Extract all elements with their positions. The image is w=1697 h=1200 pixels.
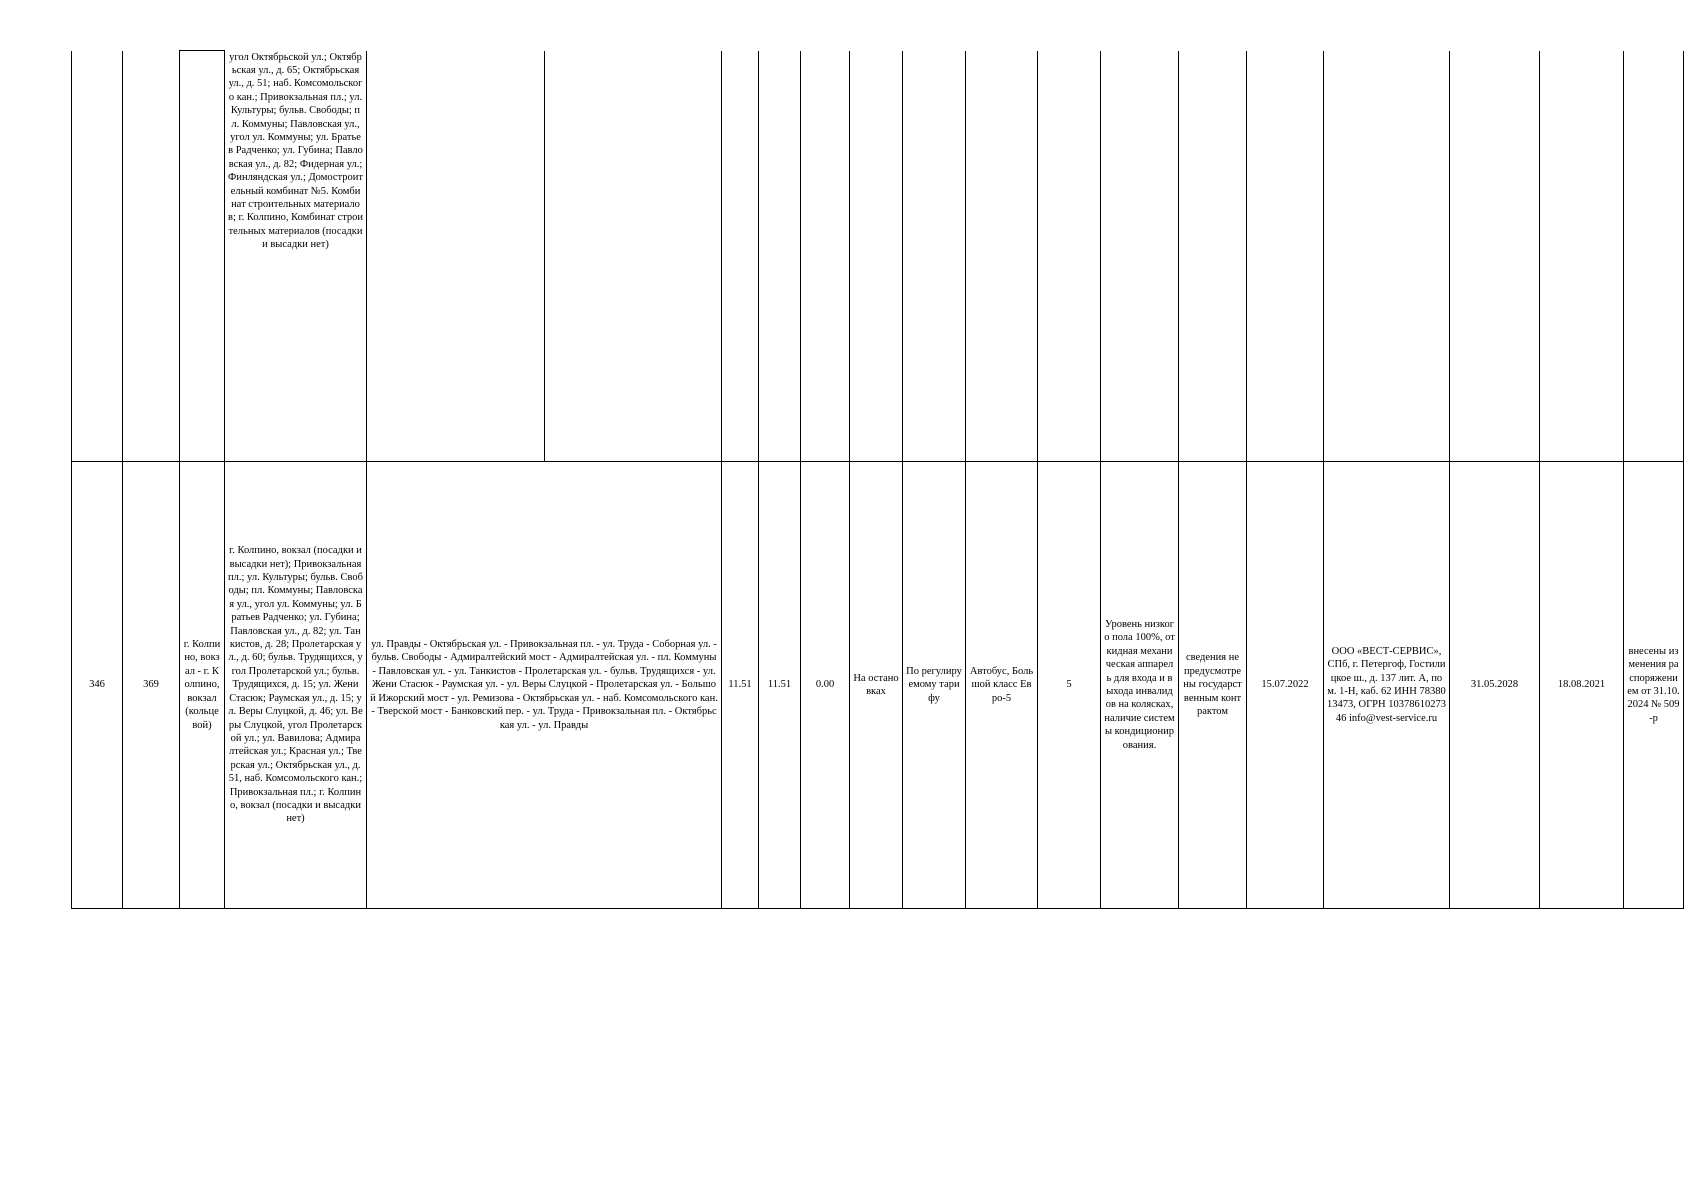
end-date-cell: 31.05.2028	[1450, 462, 1540, 909]
stops-cell: г. Колпино, вокзал (посадки и высадки нет); Привокзальная пл.; ул. Культуры; бульв. Свободы; пл. Коммуны; Павловская ул., угол ул. Коммуны; ул. Братьев Радченко; ул. Губина; Павловская ул., д. 82; ул. Танкистов, д. 28; Пролетарская ул., д. 60; бульв. Трудящихся, угол Пролетарской ул.; бульв. Трудящихся, д. 15; ул. Жени Стасюк; Раумская ул., д. 15; ул. Веры Слуцкой, д. 46; ул. Веры Слуцкой, угол Пролетарской ул.; ул. Вавилова; Адмиралтейская ул.; Красная ул.; Тверская ул.; Октябрьская ул., д. 51, наб. Комсомольского кан.; Привокзальная пл.; г. Колпино, вокзал (посадки и высадки нет)	[225, 462, 367, 909]
carrier-cell: ООО «ВЕСТ-СЕРВИС», СПб, г. Петергоф, Гостилицкое ш., д. 137 лит. А, пом. 1-Н, каб. 62 ИНН 7838013473, ОГРН 1037861027346 info@vest-service.ru	[1324, 462, 1450, 909]
contract-cell	[1179, 51, 1247, 462]
length-zero-cell	[801, 51, 850, 462]
reg-no-cell	[72, 51, 123, 462]
start-date-cell	[1247, 51, 1324, 462]
tariff-cell	[903, 51, 966, 462]
count-cell	[1038, 51, 1101, 462]
change-date-cell	[1540, 51, 1624, 462]
table-row	[72, 462, 1684, 909]
route-no-cell	[123, 51, 180, 462]
length-back-cell: 11.51	[759, 462, 801, 909]
note-cell: внесены изменения распоряжением от 31.10.2024 № 509-р	[1624, 462, 1684, 909]
length-zero-cell: 0.00	[801, 462, 850, 909]
length-back-cell	[759, 51, 801, 462]
route-no-cell: 369	[123, 462, 180, 909]
vehicle-cell: Автобус, Большой класс Евро-5	[966, 462, 1038, 909]
route-name-cell	[180, 51, 225, 462]
carrier-cell	[1324, 51, 1450, 462]
streets-cell: ул. Правды - Октябрьская ул. - Привокзальная пл. - ул. Труда - Соборная ул. - бульв. Свободы - Адмиралтейский мост - Адмиралтейская ул. - пл. Коммуны - Павловская ул. - ул. Танкистов - Пролетарская ул. - бульв. Трудящихся - ул. Жени Стасюк - Раумская ул. - ул. Веры Слуцкой - Пролетарская ул. - Большой Ижорский мост - ул. Ремизова - Октябрьская ул. - наб. Комсомольского кан. - Тверской мост - Банковский пер. - ул. Труда - Привокзальная пл. - Октябрьская ул. - ул. Правды	[367, 462, 722, 909]
route-name-cell: г. Колпино, вокзал - г. Колпино, вокзал (кольцевой)	[180, 462, 225, 909]
features-cell: Уровень низкого пола 100%, откидная механическая аппарель для входа и выхода инвалидов на колясках, наличие системы кондиционирования.	[1101, 462, 1179, 909]
length-fwd-cell: 11.51	[722, 462, 759, 909]
note-cell	[1624, 51, 1684, 462]
table-row	[72, 51, 1684, 462]
streets-split	[367, 51, 721, 462]
contract-cell: сведения не предусмотрены государственным контрактом	[1179, 462, 1247, 909]
end-date-cell	[1450, 51, 1540, 462]
streets-cell	[367, 51, 722, 462]
features-cell	[1101, 51, 1179, 462]
start-date-cell: 15.07.2022	[1247, 462, 1324, 909]
reg-no-cell: 346	[72, 462, 123, 909]
vehicle-cell	[966, 51, 1038, 462]
length-fwd-cell	[722, 51, 759, 462]
stop-order-cell: На остановках	[850, 462, 903, 909]
stop-order-cell	[850, 51, 903, 462]
count-cell: 5	[1038, 462, 1101, 909]
route-registry-table	[71, 50, 1684, 909]
stops-text: угол Октябрьской ул.; Октябрьская ул., д. 65; Октябрьская ул., д. 51; наб. Комсомольского кан.; Привокзальная пл.; ул. Культуры; бульв. Свободы; пл. Коммуны; Павловская ул., угол ул. Коммуны; ул. Братьев Радченко; ул. Губина; Павловская ул., д. 82; Фидерная ул.; Финляндская ул.; Домостроительный комбинат №5. Комбинат строительных материалов; г. Колпино, Комбинат строительных материалов (посадки и высадки нет)	[228, 51, 363, 251]
change-date-cell: 18.08.2021	[1540, 462, 1624, 909]
tariff-cell: По регулируемому тарифу	[903, 462, 966, 909]
stops-cell	[225, 51, 367, 462]
